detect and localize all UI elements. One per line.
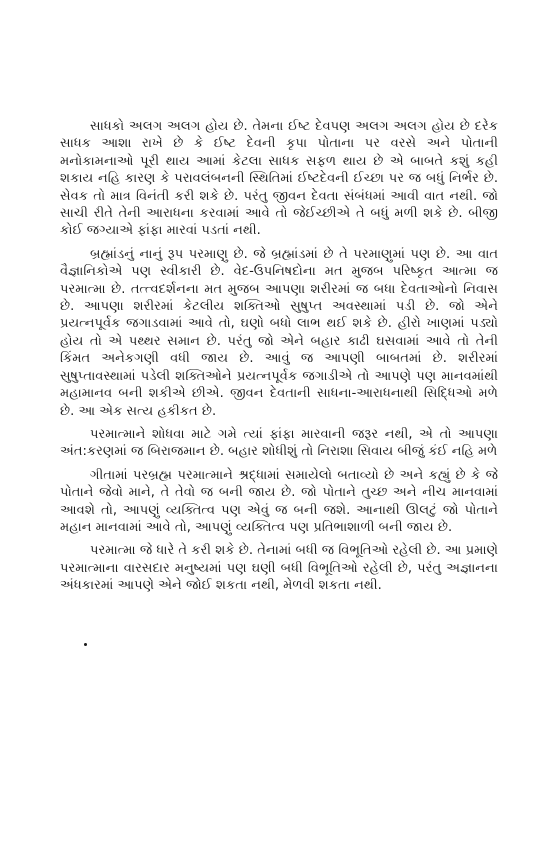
paragraph-2: બ્રહ્માંડનું નાનું રૂપ પરમાણુ છે. જે બ્રહ્માંડમાં છે તે પરમાણુમાં પણ છે. આ વાત વૈજ્ઞાનિકોએ પણ સ્વીકારી છે. વેદ-ઉપનિષદોના મત મુજબ પરિષ્કૃત આત્મા જ પરમાત્મા છે. તત્ત્વદર્શનના મત મુજબ આપણા શરીરમાં જ બધા દેવતાઓનો નિવાસ છે. આપણા શરીરમાં કેટલીય શક્તિઓ સુષુપ્ત અવસ્થામાં પડી છે. જો એને પ્રયત્નપૂર્વક જગાડવામાં આવે તો, ઘણો બધો લાભ થઈ શકે છે. હીરો ખાણમાં પડ્યો હોય તો એ પથ્થર સમાન છે. પરંતુ જો એને બહાર કાઢી ઘસવામાં આવે તો તેની કિંમત અનેકગણી વધી જાય છે. આવું જ આપણી બાબતમાં છે. શરીરમાં સુષુપ્તાવસ્થામાં પડેલી શક્તિઓને પ્રયત્નપૂર્વક જગાડીએ તો આપણે પણ માનવમાંથી મહામાનવ બની શકીએ છીએ. જીવન દેવતાની સાધના-આરાધનાથી સિદ્ધિઓ મળે છે. આ એક સત્ય હકીકત છે.: [60, 246, 498, 419]
bullet-dot-mark: [84, 643, 87, 646]
paragraph-3: પરમાત્માને શોધવા માટે ગમે ત્યાં ફાંફા મારવાની જરૂર નથી, એ તો આપણા અંત:કરણમાં જ બિરાજમાન છે. બહાર શોધીશું તો નિરાશા સિવાય બીજું કંઈ નહિ મળે: [60, 426, 498, 460]
body-text: [60, 118, 498, 595]
paragraph-1: સાધકો અલગ અલગ હોય છે. તેમના ઈષ્ટ દેવપણ અલગ અલગ હોય છે દરેક સાધક આશા રાખે છે કે ઈષ્ટ દેવની કૃપા પોતાના પર વરસે અને પોતાની મનોકામનાઓ પૂરી થાય આમાં કેટલા સાધક સફળ થાય છે એ બાબતે કશું કહી શકાય નહિ કારણ કે પરાવલંબનની સ્થિતિમાં ઈષ્ટદેવની ઈચ્છા પર જ બધું નિર્ભર છે. સેવક તો માત્ર વિનંતી કરી શકે છે. પરંતુ જીવન દેવતા સંબંધમાં આવી વાત નથી. જો સાચી રીતે તેની આરાધના કરવામાં આવે તો જેઈચ્છીએ તે બધું મળી શકે છે. બીજી કોઈ જગ્યાએ ફાંફા મારવાં પડતાં નથી.: [60, 119, 498, 239]
paragraph-4: ગીતામાં પરબ્રહ્મ પરમાત્માને શ્રદ્ધામાં સમાયેલો બતાવ્યો છે અને કહ્યું છે કે જે પોતાને જેવો માને, તે તેવો જ બની જાય છે. જો પોતાને તુચ્છ અને નીચ માનવામાં આવશે તો, આપણું વ્યક્તિત્વ પણ એવું જ બની જશે. આનાથી ઊલટું જો પોતાને મહાન માનવામાં આવે તો, આપણું વ્યક્તિત્વ પણ પ્રતિભાશાળી બની જાય છે.: [60, 467, 498, 535]
paragraph-5: પરમાત્મા જે ધારે તે કરી શકે છે. તેનામાં બધી જ વિભૂતિઓ રહેલી છે. આ પ્રમાણે પરમાત્માના વારસદાર મનુષ્યમાં પણ ઘણી બધી વિભૂતિઓ રહેલી છે, પરંતુ અજ્ઞાનના અંધકારમાં આપણે એને જોઈ શકતા નથી, મેળવી શકતા નથી.: [60, 543, 498, 594]
